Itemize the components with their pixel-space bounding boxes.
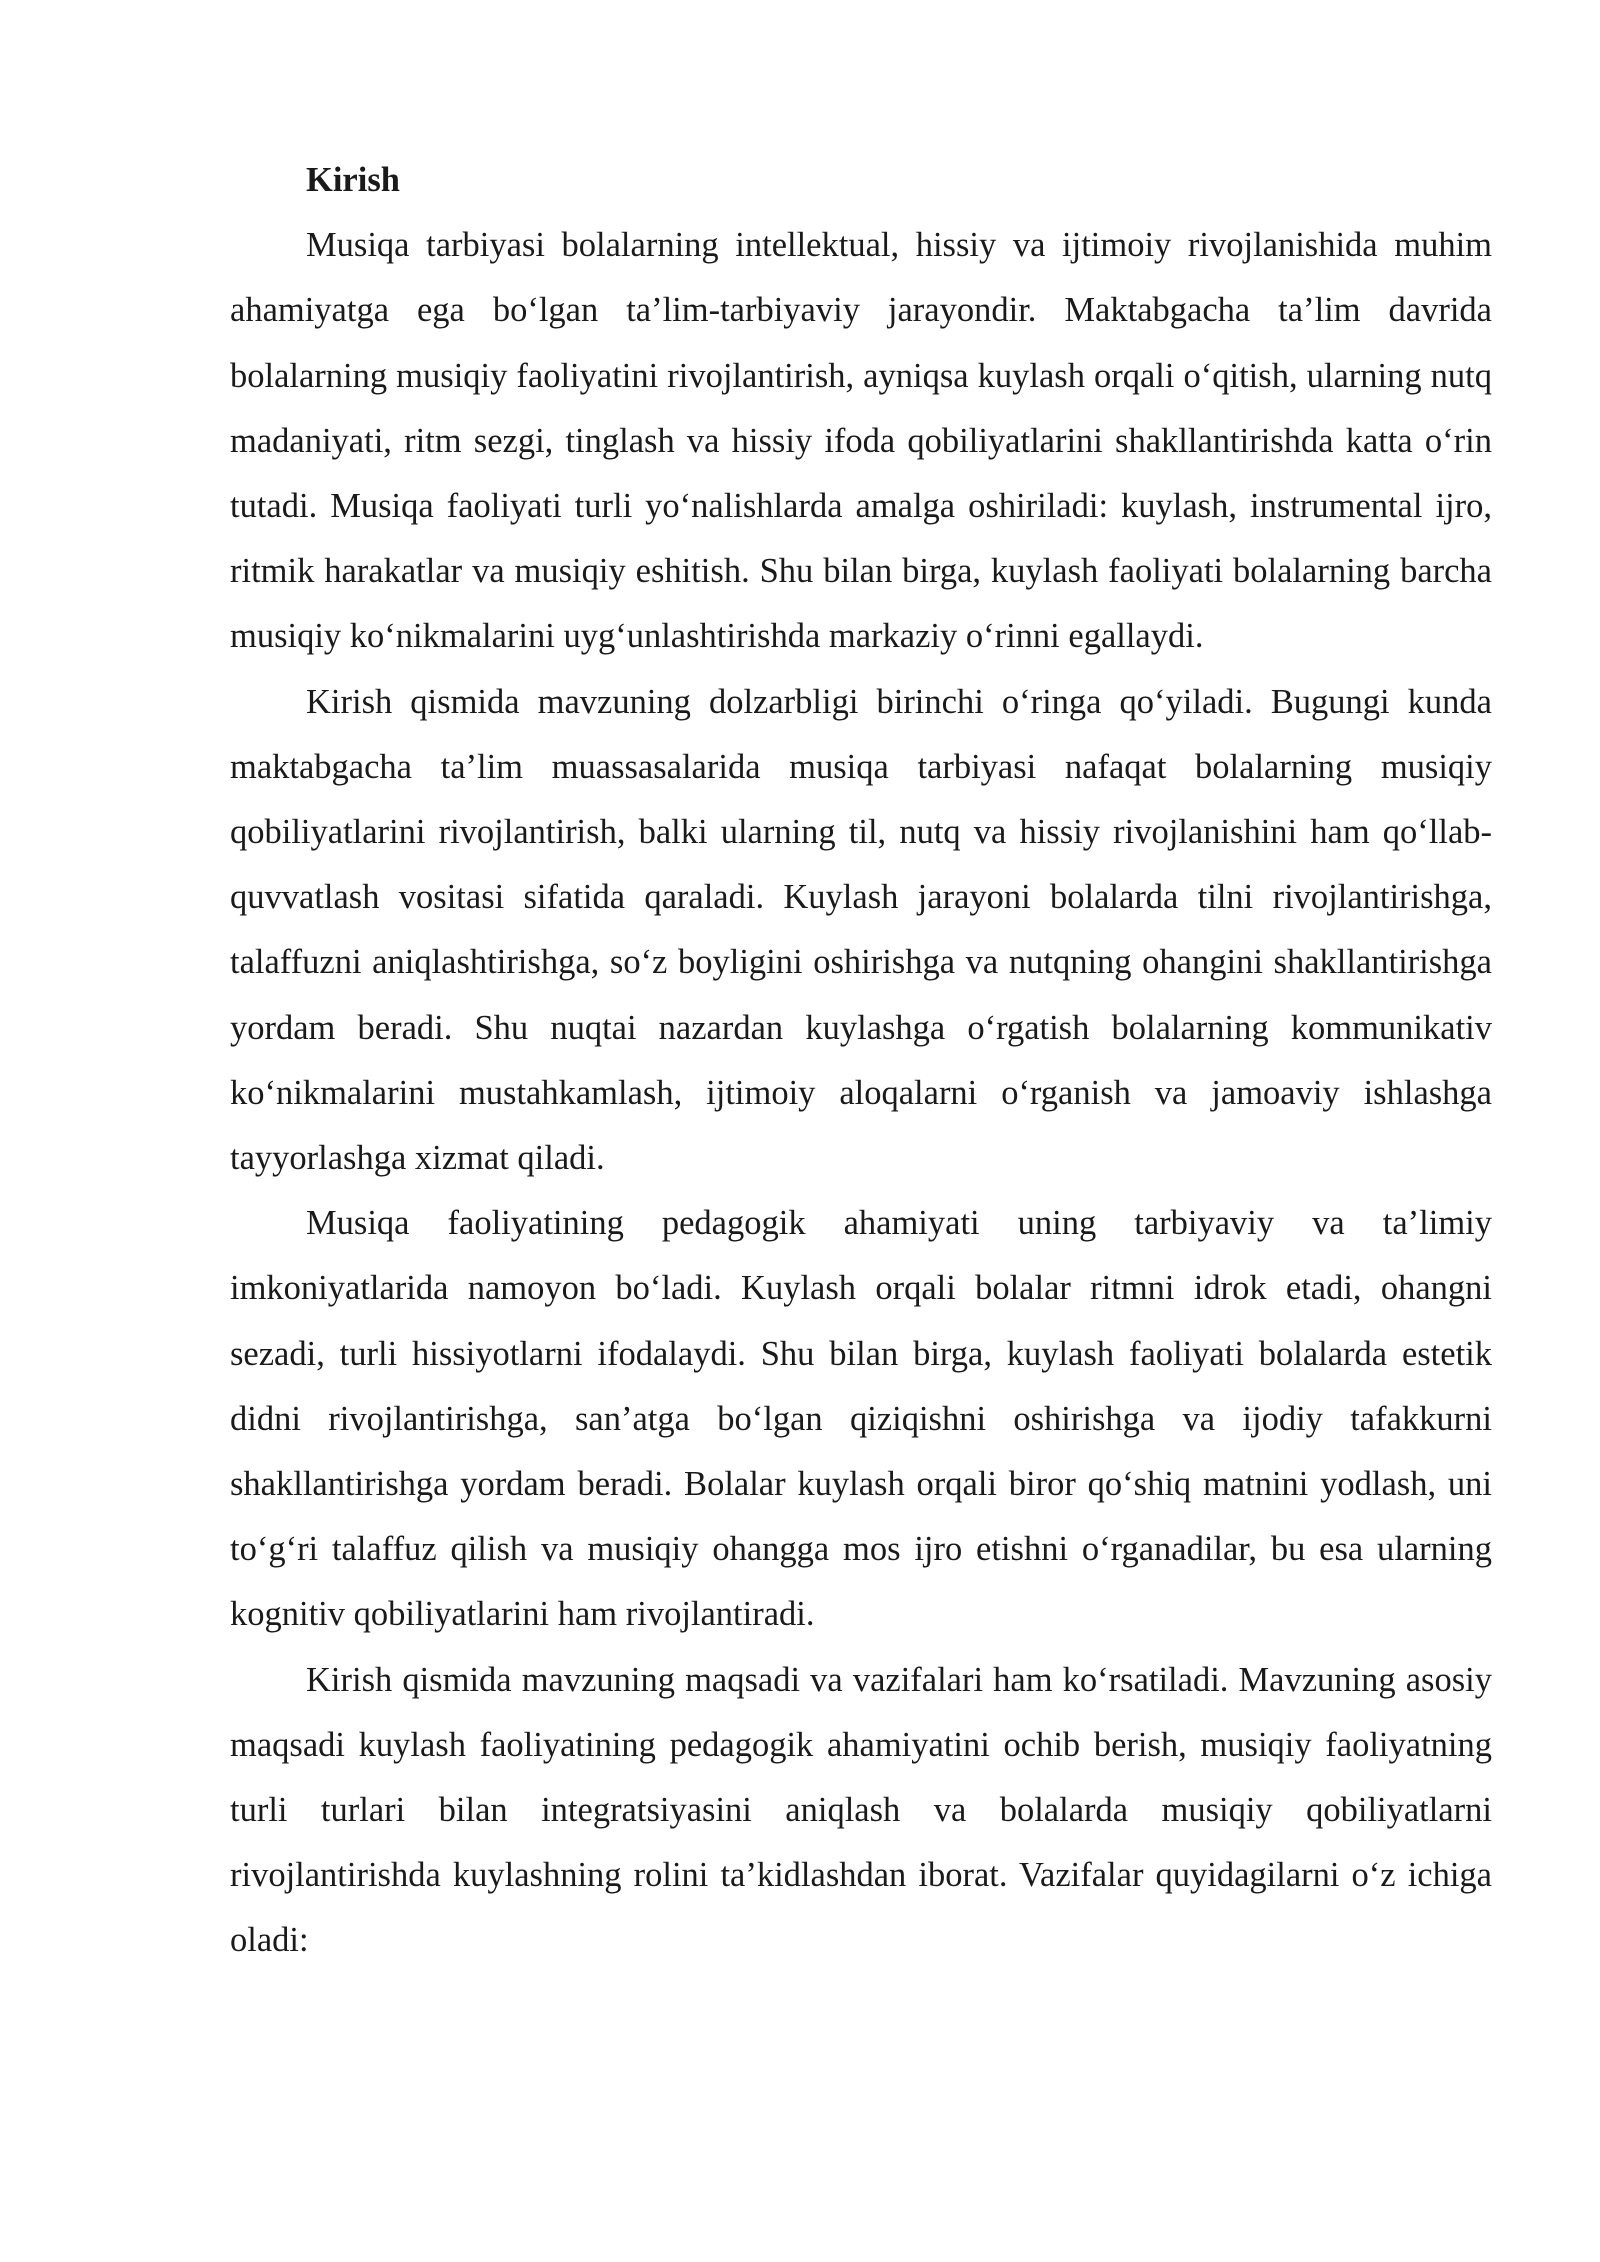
paragraph-2: Kirish qismida mavzuning dolzarbligi birinchi o‘ringa qo‘yiladi. Bugungi kunda maktabgacha ta’lim muassasalarida musiqa tarbiyasi nafaqat bolalarning musiqiy qobiliyatlarini rivojlantirish, balki ularning til, nutq va hissiy rivojlanishini ham qo‘llab-quvvatlash vositasi sifatida qaraladi. Kuylash jarayoni bolalarda tilni rivojlantirishga, talaffuzni aniqlashtirishga, so‘z boyligini oshirishga va nutqning ohangini shakllantirishga yordam beradi. Shu nuqtai nazardan kuylashga o‘rgatish bolalarning kommunikativ ko‘nikmalarini mustahkamlash, ijtimoiy aloqalarni o‘rganish va jamoaviy ishlashga tayyorlashga xizmat qiladi.	[230, 682, 1492, 1178]
paragraph-3: Musiqa faoliyatining pedagogik ahamiyati uning tarbiyaviy va ta’limiy imkoniyatlarida namoyon bo‘ladi. Kuylash orqali bolalar ritmni idrok etadi, ohangni sezadi, turli hissiyotlarni ifodalaydi. Shu bilan birga, kuylash faoliyati bolalarda estetik didni rivojlantirishga, san’atga bo‘lgan qiziqishni oshirishga va ijodiy tafakkurni shakllantirishga yordam beradi. Bolalar kuylash orqali biror qo‘shiq matnini yodlash, uni to‘g‘ri talaffuz qilish va musiqiy ohangga mos ijro etishni o‘rganadilar, bu esa ularning kognitiv qobiliyatlarini ham rivojlantiradi.	[230, 1204, 1492, 1634]
document-body	[230, 148, 1492, 1974]
section-heading: Kirish	[306, 161, 400, 199]
paragraph-4: Kirish qismida mavzuning maqsadi va vazifalari ham ko‘rsatiladi. Mavzuning asosiy maqsadi kuylash faoliyatining pedagogik ahamiyatini ochib berish, musiqiy faoliyatning turli turlari bilan integratsiyasini aniqlash va bolalarda musiqiy qobiliyatlarni rivojlantirishda kuylashning rolini ta’kidlashdan iborat. Vazifalar quyidagilarni o‘z ichiga oladi:	[230, 1660, 1492, 1960]
paragraph-1: Musiqa tarbiyasi bolalarning intellektual, hissiy va ijtimoiy rivojlanishida muhim ahamiyatga ega bo‘lgan ta’lim-tarbiyaviy jarayondir. Maktabgacha ta’lim davrida bolalarning musiqiy faoliyatini rivojlantirish, ayniqsa kuylash orqali o‘qitish, ularning nutq madaniyati, ritm sezgi, tinglash va hissiy ifoda qobiliyatlarini shakllantirishda katta o‘rin tutadi. Musiqa faoliyati turli yo‘nalishlarda amalga oshiriladi: kuylash, instrumental ijro, ritmik harakatlar va musiqiy eshitish. Shu bilan birga, kuylash faoliyati bolalarning barcha musiqiy ko‘nikmalarini uyg‘unlashtirishda markaziy o‘rinni egallaydi.	[230, 226, 1492, 656]
